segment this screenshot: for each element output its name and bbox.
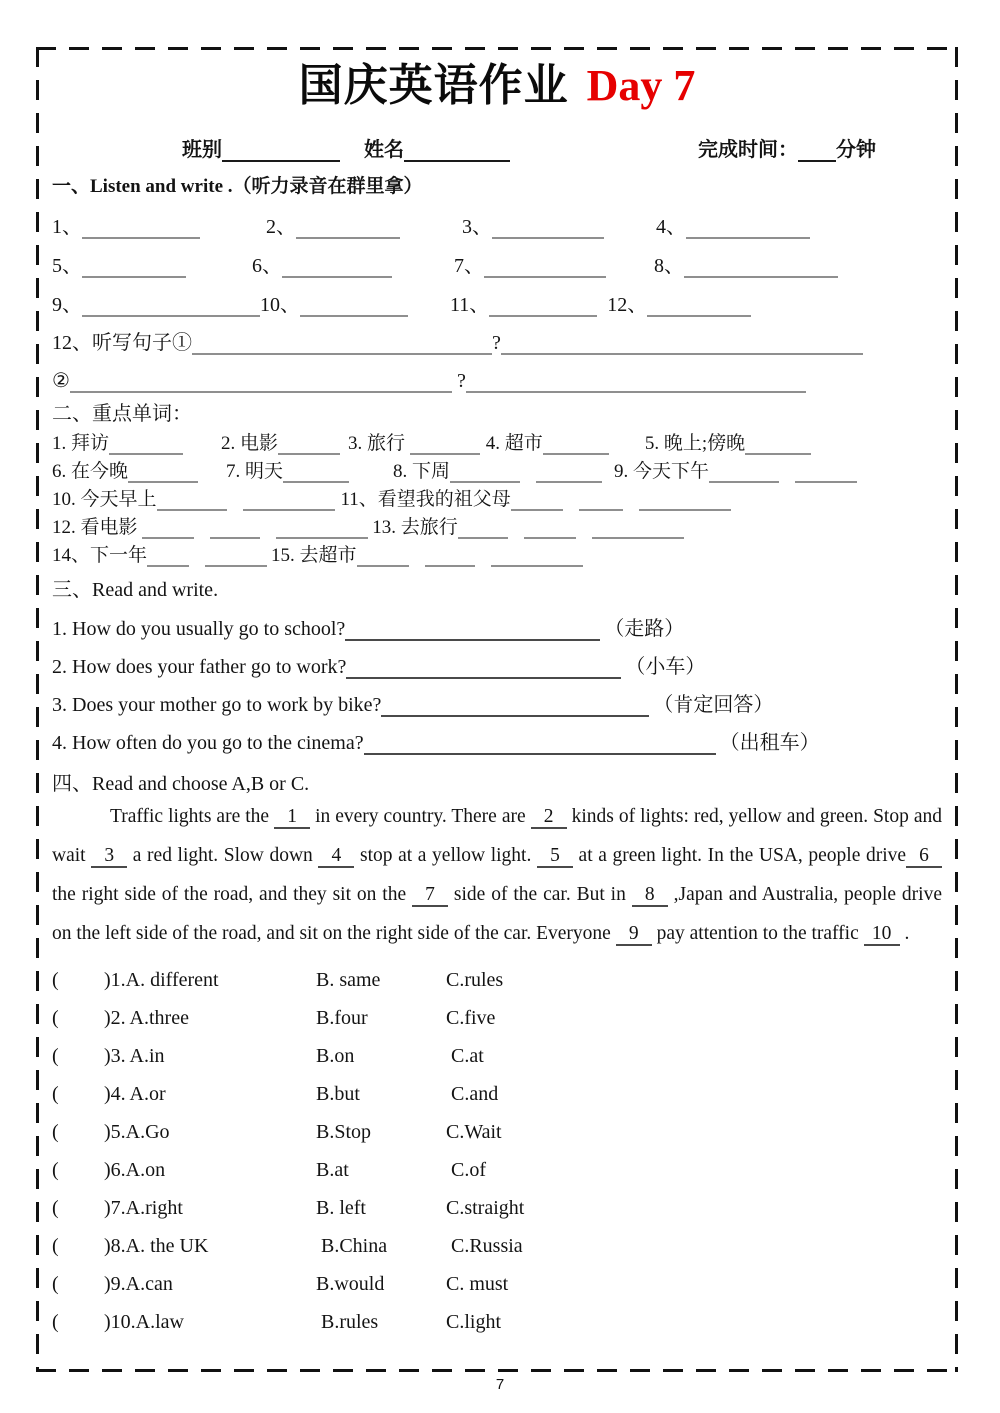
dictation-blank <box>466 370 806 393</box>
choice-option-c: C.Russia <box>446 1234 523 1257</box>
vocab-item-label: 5. 晚上;傍晚 <box>644 433 746 454</box>
answer-blank <box>381 694 649 717</box>
vocab-item-label: 1. 拜访 <box>52 433 110 454</box>
question-mark: ? <box>451 370 466 392</box>
vocab-blank <box>458 517 508 539</box>
passage-text: . <box>899 923 910 944</box>
vocab-item-label: 6. 在今晚 <box>52 461 129 482</box>
vocab-blank <box>491 545 583 567</box>
time-unit: 分钟 <box>836 139 876 161</box>
choice-option-b: B.on <box>316 1044 355 1067</box>
cloze-number-blank: 1 <box>274 806 310 829</box>
question-hint: （出租车） <box>719 732 820 754</box>
choice-number-and-option-a: )10.A.law <box>104 1310 184 1333</box>
vocab-item-label: 11、看望我的祖父母 <box>340 489 511 510</box>
cloze-number-blank: 3 <box>91 845 127 868</box>
choice-row <box>52 1189 942 1227</box>
listen-blank <box>489 294 597 317</box>
time-group <box>698 133 876 162</box>
dictation-row <box>52 327 942 355</box>
key-words-rows <box>52 427 942 567</box>
vocab-blank <box>524 517 576 539</box>
vocab-blank <box>128 461 198 483</box>
question-mark: ? <box>492 332 501 354</box>
passage-text: ,Japan and Australia, people drive on the left side of the road, and sit on the right side of the car. Everyone <box>52 884 942 944</box>
class-label: 班别 <box>182 139 222 161</box>
answer-bracket-open: ( <box>52 1006 59 1029</box>
vocab-item <box>372 512 684 539</box>
choice-number-and-option-a: )3. A.in <box>104 1044 165 1067</box>
question-row <box>52 728 942 755</box>
choice-option-c: C.of <box>446 1158 486 1181</box>
question-hint: （小车） <box>625 656 706 678</box>
listen-blank <box>82 255 186 278</box>
choice-row <box>52 1075 942 1113</box>
section4-heading: 四、Read and choose A,B or C. <box>52 773 310 795</box>
vocab-row <box>52 539 942 567</box>
vocab-item <box>221 428 340 455</box>
choice-row <box>52 1113 942 1151</box>
choice-option-b: B.China <box>316 1234 388 1257</box>
vocab-blank <box>536 461 602 483</box>
choice-number-and-option-a: )9.A.can <box>104 1272 173 1295</box>
vocab-blank <box>511 489 563 511</box>
listen-item <box>266 210 400 239</box>
question-row <box>52 690 942 717</box>
passage-text: at a green light. In the USA, people drive <box>572 845 907 866</box>
vocab-item <box>486 428 609 455</box>
listen-blank <box>686 216 810 239</box>
answer-blank <box>364 732 716 755</box>
section2-heading: 二、重点单词： <box>52 403 192 425</box>
read-write-questions <box>52 614 942 755</box>
vocab-item <box>614 456 857 483</box>
vocab-blank <box>709 461 779 483</box>
choice-row <box>52 1151 942 1189</box>
answer-blank <box>346 656 621 679</box>
page-number: 7 <box>495 1376 505 1393</box>
choice-option-b: B.rules <box>316 1310 379 1333</box>
vocab-item-label: 12. 看电影 <box>52 517 143 538</box>
vocab-blank <box>276 517 368 539</box>
answer-blank <box>345 618 600 641</box>
vocab-blank <box>745 433 811 455</box>
vocab-blank <box>795 461 857 483</box>
listen-item <box>462 210 604 239</box>
vocab-item <box>271 540 583 567</box>
listen-item <box>52 249 186 278</box>
listen-item-label: 11、 <box>450 294 490 316</box>
question-text: 1. How do you usually go to school? <box>52 618 346 640</box>
vocab-item-label: 2. 电影 <box>221 433 279 454</box>
cloze-number-blank: 2 <box>531 806 567 829</box>
choice-number-and-option-a: )2. A.three <box>104 1006 189 1029</box>
question-text: 4. How often do you go to the cinema? <box>52 732 364 754</box>
listen-item <box>656 210 810 239</box>
vocab-item <box>52 540 267 567</box>
listen-row <box>52 291 942 317</box>
answer-bracket-open: ( <box>52 1310 59 1333</box>
vocab-item <box>52 484 335 511</box>
listen-item-label: 9、 <box>52 294 82 316</box>
answer-bracket-open: ( <box>52 1196 59 1219</box>
passage-text: side of the car. But in <box>448 884 632 905</box>
dictation-blank <box>70 370 452 393</box>
section1-heading: 一、Listen and write .（听力录音在群里拿） <box>52 176 423 197</box>
answer-bracket-open: ( <box>52 968 59 991</box>
listen-item-label: 1、 <box>52 216 82 238</box>
choice-option-b: B.at <box>316 1158 349 1181</box>
time-label: 完成时间： <box>698 139 798 161</box>
answer-bracket-open: ( <box>52 1082 59 1105</box>
vocab-blank <box>357 545 409 567</box>
question-text: 3. Does your mother go to work by bike? <box>52 694 382 716</box>
vocab-blank <box>639 489 731 511</box>
listen-item-label: 8、 <box>654 255 684 277</box>
dictation-blank <box>501 332 863 355</box>
vocab-item <box>226 456 349 483</box>
passage-text: a red light. Slow down <box>127 845 319 866</box>
dictation-rows <box>52 327 942 393</box>
listen-blank <box>647 294 751 317</box>
vocab-blank <box>543 433 609 455</box>
question-text: 2. How does your father go to work? <box>52 656 347 678</box>
vocab-item-label: 7. 明天 <box>226 461 284 482</box>
question-row <box>52 652 942 679</box>
answer-bracket-open: ( <box>52 1234 59 1257</box>
vocab-row <box>52 483 942 511</box>
vocab-row <box>52 511 942 539</box>
name-blank <box>404 139 510 162</box>
listen-blank <box>484 255 606 278</box>
vocab-blank <box>147 545 189 567</box>
title-day-number: Day 7 <box>586 61 696 110</box>
passage-text: stop at a yellow light. <box>354 845 537 866</box>
vocab-blank <box>243 489 335 511</box>
dictation-label: 12、听写句子① <box>52 332 192 354</box>
cloze-number-blank: 4 <box>318 845 354 868</box>
vocab-item <box>52 428 183 455</box>
listen-blank <box>82 294 260 317</box>
listen-item <box>654 249 838 278</box>
cloze-passage <box>52 797 942 953</box>
listen-blank <box>684 255 838 278</box>
listen-write-rows <box>52 213 942 317</box>
vocab-blank <box>109 433 183 455</box>
listen-item <box>450 288 597 317</box>
listen-item <box>454 249 606 278</box>
time-blank <box>798 139 836 162</box>
choice-option-b: B.four <box>316 1006 368 1029</box>
choice-option-c: C.light <box>446 1310 502 1333</box>
choice-row <box>52 1037 942 1075</box>
choice-option-c: C.and <box>446 1082 499 1105</box>
choice-row <box>52 1227 942 1265</box>
choice-row <box>52 1265 942 1303</box>
vocab-blank <box>592 517 684 539</box>
choice-number-and-option-a: )4. A.or <box>104 1082 166 1105</box>
vocab-blank <box>579 489 623 511</box>
choice-number-and-option-a: )8.A. the UK <box>104 1234 209 1257</box>
choice-option-b: B.Stop <box>316 1120 372 1143</box>
vocab-blank <box>283 461 349 483</box>
vocab-item <box>348 428 480 455</box>
listen-item-label: 3、 <box>462 216 492 238</box>
cloze-number-blank: 8 <box>632 884 668 907</box>
border-bottom <box>36 1369 958 1372</box>
answer-bracket-open: ( <box>52 1120 59 1143</box>
vocab-blank <box>142 517 194 539</box>
vocab-item-label: 9. 今天下午 <box>614 461 710 482</box>
cloze-number-blank: 6 <box>906 845 942 868</box>
choice-row <box>52 961 942 999</box>
choice-option-c: C.at <box>446 1044 484 1067</box>
vocab-blank <box>205 545 267 567</box>
answer-bracket-open: ( <box>52 1044 59 1067</box>
choice-option-c: C.rules <box>446 968 504 991</box>
passage-text: in every country. There are <box>310 806 531 827</box>
choice-number-and-option-a: )5.A.Go <box>104 1120 170 1143</box>
choice-option-b: B. left <box>316 1196 366 1219</box>
vocab-row <box>52 455 942 483</box>
worksheet-content <box>36 47 958 1341</box>
passage-text: the right side of the road, and they sit on the <box>52 884 413 905</box>
vocab-item-label: 3. 旅行 <box>348 433 410 454</box>
vocab-item <box>341 484 731 511</box>
vocab-item <box>393 456 602 483</box>
listen-item-label: 12、 <box>607 294 648 316</box>
vocab-item-label: 14、下一年 <box>52 545 148 566</box>
answer-bracket-open: ( <box>52 1272 59 1295</box>
page-title <box>52 59 942 113</box>
listen-item <box>252 249 392 278</box>
vocab-blank <box>425 545 475 567</box>
listen-item-label: 2、 <box>266 216 296 238</box>
vocab-item-label: 4. 超市 <box>485 433 543 454</box>
listen-blank <box>82 216 200 239</box>
listen-item <box>607 288 751 317</box>
listen-item <box>260 288 408 317</box>
listen-blank <box>282 255 392 278</box>
vocab-blank <box>278 433 340 455</box>
listen-item-label: 10、 <box>260 294 300 316</box>
passage-text: pay attention to the traffic <box>651 923 864 944</box>
choice-option-c: C.five <box>446 1006 496 1029</box>
choice-number-and-option-a: )1.A. different <box>104 968 219 991</box>
title-chinese: 国庆英语作业 <box>298 61 569 110</box>
vocab-item <box>52 512 368 539</box>
vocab-row <box>52 427 942 455</box>
choice-option-b: B. same <box>316 968 381 991</box>
vocab-item-label: 15. 去超市 <box>271 545 357 566</box>
answer-bracket-open: ( <box>52 1158 59 1181</box>
cloze-number-blank: 7 <box>412 884 448 907</box>
vocab-blank <box>210 517 260 539</box>
vocab-item-label: 8. 下周 <box>393 461 451 482</box>
dictation-label: ② <box>52 370 70 392</box>
question-hint: （走路） <box>604 618 685 640</box>
dictation-row <box>52 365 942 393</box>
vocab-item <box>52 456 198 483</box>
student-info-row <box>52 135 942 162</box>
choice-row <box>52 1303 942 1341</box>
passage-text: Traffic lights are the <box>110 806 275 827</box>
class-blank <box>222 139 340 162</box>
section3-heading: 三、Read and write. <box>52 579 219 601</box>
choice-option-c: C.Wait <box>446 1120 502 1143</box>
vocab-item-label: 13. 去旅行 <box>372 517 458 538</box>
vocab-blank <box>410 433 480 455</box>
listen-blank <box>300 294 408 317</box>
listen-row <box>52 213 942 239</box>
choice-row <box>52 999 942 1037</box>
cloze-number-blank: 9 <box>616 923 652 946</box>
choice-option-c: C. must <box>446 1272 509 1295</box>
cloze-number-blank: 10 <box>864 923 900 946</box>
choice-option-b: B.but <box>316 1082 360 1105</box>
choice-option-b: B.would <box>316 1272 385 1295</box>
question-row <box>52 614 942 641</box>
choice-option-c: C.straight <box>446 1196 525 1219</box>
listen-blank <box>492 216 604 239</box>
dictation-blank <box>192 332 492 355</box>
listen-row <box>52 252 942 278</box>
listen-item-label: 6、 <box>252 255 282 277</box>
cloze-number-blank: 5 <box>537 845 573 868</box>
vocab-item <box>645 428 811 455</box>
choice-list <box>52 961 942 1341</box>
vocab-item-label: 10. 今天早上 <box>52 489 157 510</box>
listen-blank <box>296 216 400 239</box>
passage-text: kinds of lights: red, yellow and green. Stop and wait <box>52 806 942 866</box>
choice-number-and-option-a: )6.A.on <box>104 1158 166 1181</box>
name-label: 姓名 <box>364 139 404 161</box>
listen-item-label: 4、 <box>656 216 686 238</box>
choice-number-and-option-a: )7.A.right <box>104 1196 183 1219</box>
question-hint: （肯定回答） <box>653 694 774 716</box>
vocab-blank <box>450 461 520 483</box>
vocab-blank <box>157 489 227 511</box>
listen-item <box>52 288 260 317</box>
listen-item-label: 7、 <box>454 255 484 277</box>
listen-item <box>52 210 200 239</box>
listen-item-label: 5、 <box>52 255 82 277</box>
